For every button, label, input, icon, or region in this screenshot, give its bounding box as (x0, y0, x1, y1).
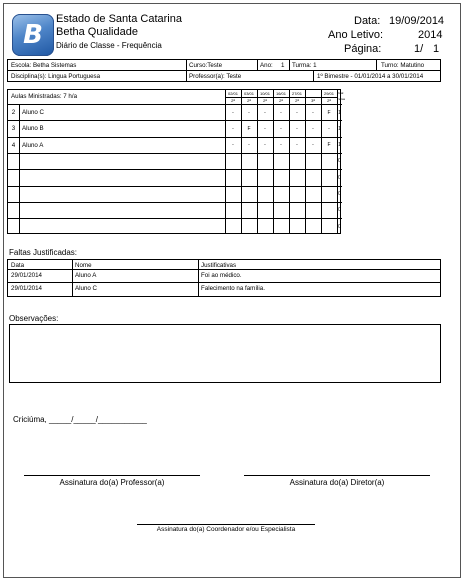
period-header: 2ª (295, 98, 299, 103)
period-header: 2ª (279, 98, 283, 103)
total-absences: 0 (338, 207, 341, 214)
city-date-line: Criciúma, _____/_____/___________ (13, 415, 147, 424)
student-name: Aluno A (22, 141, 44, 149)
attendance-mark: - (232, 109, 234, 116)
director-signature-label: Assinatura do(a) Diretor(a) (289, 478, 385, 487)
attendance-mark: - (312, 125, 314, 132)
justified-header: Nome (75, 261, 92, 269)
observations-box (9, 324, 441, 383)
date-header: 16/01 (275, 91, 286, 96)
student-number: 3 (11, 125, 16, 133)
total-absences: 0 (338, 223, 341, 230)
report-page (3, 3, 461, 578)
observations-title: Observações: (9, 314, 59, 323)
year-field-label: Ano: (260, 62, 273, 69)
total-absences: 1 (338, 109, 341, 116)
justified-cell: 29/01/2014 (11, 272, 42, 279)
justified-cell: Foi ao médico. (201, 272, 242, 279)
justified-cell: Aluno A (75, 272, 97, 279)
date-header: 03/01 (243, 91, 254, 96)
attendance-mark: - (232, 125, 234, 132)
justified-table (7, 259, 441, 297)
attendance-mark: - (264, 125, 266, 132)
justified-title: Faltas Justificadas: (9, 248, 78, 257)
classes-given: Aulas Ministradas: 7 h/a (11, 93, 78, 100)
total-absences: 1 (338, 142, 341, 149)
student-name: Aluno C (22, 109, 45, 116)
total-header-sub: Faltas (337, 97, 346, 101)
date-header: 27/01 (291, 91, 302, 96)
date-header: 10/01 (259, 91, 270, 96)
student-number: 2 (11, 109, 16, 116)
coordinator-signature-line (137, 524, 315, 525)
attendance-mark: F (327, 109, 331, 116)
year-label: Ano Letivo: (328, 29, 384, 41)
date-header: 29/01 (323, 91, 334, 96)
year-field-value: 1 (281, 62, 285, 69)
page-label: Página: (344, 43, 382, 55)
attendance-mark: - (248, 109, 250, 116)
report-title: Diário de Classe - Frequência (56, 41, 162, 50)
justified-cell: Aluno C (75, 285, 98, 292)
attendance-mark: - (264, 109, 266, 116)
period-header: 2ª (231, 98, 235, 103)
attendance-mark: - (328, 125, 330, 132)
page-value: 1/ (414, 43, 424, 55)
period-header: 2ª (263, 98, 267, 103)
total-absences: 1 (338, 125, 341, 132)
date-header: 02/01 (227, 91, 238, 96)
betha-logo (12, 14, 54, 56)
attendance-mark: - (280, 142, 282, 149)
period-header: 2ª (327, 98, 331, 103)
attendance-mark: F (247, 125, 251, 132)
state-name: Estado de Santa Catarina (56, 13, 182, 25)
attendance-mark: - (296, 125, 298, 132)
page-total: 1 (433, 43, 440, 55)
class-field: Turma: 1 (292, 62, 317, 69)
company-name: Betha Qualidade (56, 26, 138, 38)
logo-letter: B (23, 20, 43, 50)
school-field: Escola: Betha Sistemas (11, 62, 77, 69)
subject-field: Disciplina(s): Lingua Portuguesa (11, 73, 101, 80)
attendance-mark: - (296, 109, 298, 116)
total-header: Total (337, 91, 344, 95)
date-value: 19/09/2014 (389, 15, 445, 27)
total-absences: 0 (338, 158, 341, 165)
attendance-mark: F (327, 142, 331, 149)
attendance-mark: - (312, 142, 314, 149)
term-field: 1º Bimestre - 01/01/2014 a 30/01/2014 (317, 73, 424, 80)
course-field: Curso:Teste (189, 62, 223, 69)
attendance-table (7, 89, 346, 234)
coordinator-signature-label: Assinatura do(a) Coordenador e/ou Especialista (156, 526, 296, 533)
total-absences: 0 (338, 174, 341, 181)
period-header: 3ª (311, 98, 315, 103)
shift-field: Turno: Matutino (381, 62, 425, 69)
attendance-mark: - (280, 125, 282, 132)
attendance-mark: - (296, 142, 298, 149)
student-name: Aluno B (22, 125, 44, 133)
student-number: 4 (11, 141, 16, 149)
info-box (7, 59, 441, 82)
justified-header: Data (11, 261, 25, 269)
justified-header: Justificativas (201, 261, 237, 269)
director-signature-line (244, 475, 430, 476)
period-header: 2ª (247, 98, 251, 103)
attendance-mark: - (280, 109, 282, 116)
teacher-field: Professor(a): Teste (189, 73, 242, 80)
date-label: Data: (354, 15, 381, 27)
attendance-mark: - (232, 142, 234, 149)
attendance-mark: - (248, 142, 250, 149)
total-absences: 0 (338, 191, 341, 197)
professor-signature-label: Assinatura do(a) Professor(a) (59, 478, 165, 487)
justified-cell: 29/01/2014 (11, 285, 42, 292)
attendance-mark: - (264, 142, 266, 149)
justified-cell: Falecimento na família. (201, 285, 265, 292)
year-value: 2014 (418, 29, 443, 41)
attendance-mark: - (312, 109, 314, 116)
professor-signature-line (24, 475, 200, 476)
